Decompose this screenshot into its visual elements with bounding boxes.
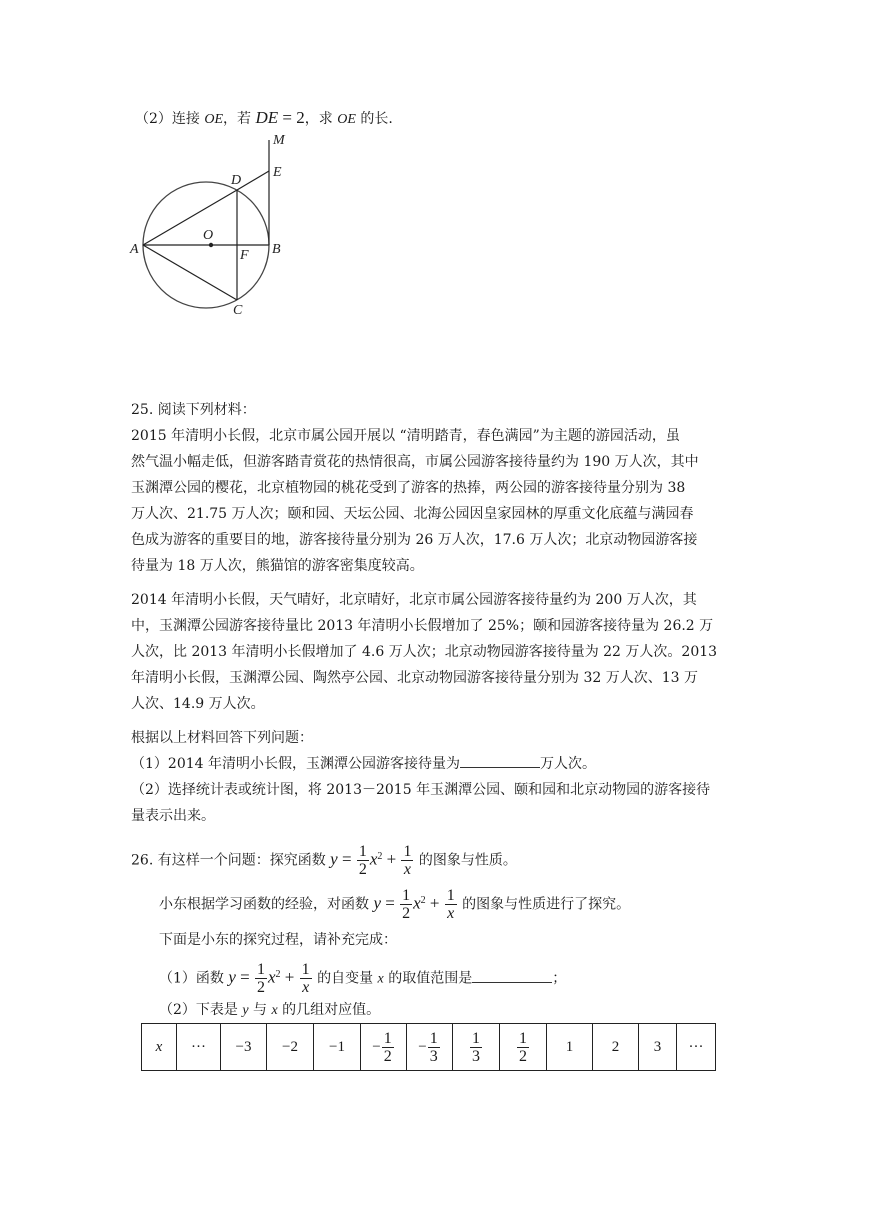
q25-part2-line1: （2）选择统计表或统计图，将 2013－2015 年玉渊潭公园、颐和园和北京动物园的游客接待 <box>131 782 711 798</box>
label-o: O <box>203 228 214 243</box>
q26-part2: （2）下表是 y 与 x 的几组对应值。 <box>159 1002 381 1018</box>
table-cell: − $\frac{1}{2}$ <box>361 1024 407 1071</box>
q25-para2015-line4: 万人次、21.75 万人次；颐和园、天坛公园、北海公园因皇家园林的厚重文化底蕴与满园春 <box>131 506 694 522</box>
q24-part2: （2）连接 OE，若 DE = 2，求 OE 的长. <box>135 108 393 127</box>
domain-answer-blank[interactable] <box>472 982 552 983</box>
table-cell: 1 <box>547 1024 593 1071</box>
q26-heading: 26. 有这样一个问题：探究函数 y = $\frac{1}{2}$ $x^2$ + $\frac{1}{x}$ 的图象与性质。 <box>131 843 517 879</box>
fraction-one-over-x: $\frac{1}{x}$ <box>403 843 412 879</box>
label-b: B <box>272 242 281 257</box>
table-header-x: x <box>142 1024 177 1071</box>
answer-blank[interactable] <box>460 767 540 768</box>
q26-line2: 小东根据学习函数的经验，对函数 y = $\frac{1}{2}$ $x^2$ + $\frac{1}{x}$ 的图象与性质进行了探究。 <box>159 887 631 923</box>
q25-prompt: 根据以上材料回答下列问题： <box>131 730 313 746</box>
label-f: F <box>240 248 249 263</box>
fraction-half: $\frac{1}{2}$ <box>257 961 265 997</box>
table-cell: ··· <box>177 1024 221 1071</box>
fraction-one-over-x: $\frac{1}{x}$ <box>301 961 310 997</box>
table-cell: −2 <box>267 1024 314 1071</box>
q25-para2015-line6: 待量为 18 万人次，熊猫馆的游客密集度较高。 <box>131 558 424 574</box>
q25-para2014-line2: 中，玉渊潭公园游客接待量比 2013 年清明小长假增加了 25%；颐和园游客接待量为 26.2 万 <box>131 618 714 634</box>
q25-para2015-line5: 色成为游客的重要目的地，游客接待量分别为 26 万人次，17.6 万人次；北京动物园游客接 <box>131 532 698 548</box>
table-cell: −3 <box>221 1024 267 1071</box>
line-de <box>237 171 269 190</box>
fraction-half: $\frac{1}{2}$ <box>358 843 367 879</box>
q25-part2-line2: 量表示出来。 <box>131 808 215 824</box>
chord-ad <box>143 190 237 245</box>
q25-para2014-line1: 2014 年清明小长假，天气晴好，北京晴好，北京市属公园游客接待量约为 200 万人次，其 <box>131 592 697 608</box>
q25-para2014-line5: 人次、14.9 万人次。 <box>131 696 265 712</box>
table-cell: ··· <box>677 1024 716 1071</box>
q25-para2015-line1: 2015 年清明小长假，北京市属公园开展以 “清明踏青，春色满园”为主题的游园活动，虽 <box>131 428 680 444</box>
q25-para2014-line3: 人次，比 2013 年清明小长假增加了 4.6 万人次；北京动物园游客接待量为 22 万人次。2013 <box>131 644 718 660</box>
fraction-one-over-x: $\frac{1}{x}$ <box>446 887 455 923</box>
q25-para2015-line3: 玉渊潭公园的樱花，北京植物园的桃花受到了游客的热捧，两公园的游客接待量分别为 38 <box>131 480 686 496</box>
label-c: C <box>233 303 243 318</box>
label-d: D <box>231 173 242 188</box>
center-point <box>209 243 213 247</box>
q25-para2015-line2: 然气温小幅走低，但游客踏青赏花的热情很高，市属公园游客接待量约为 190 万人次，其中 <box>131 454 699 470</box>
value-table <box>141 1023 716 1071</box>
q25-para2014-line4: 年清明小长假，玉渊潭公园、陶然亭公园、北京动物园游客接待量分别为 32 万人次、13 万 <box>131 670 698 686</box>
table-cell: 2 <box>593 1024 639 1071</box>
fraction-half: $\frac{1}{2}$ <box>402 887 411 923</box>
table-cell: − $\frac{1}{3}$ <box>407 1024 453 1071</box>
table-cell: $\frac{1}{3}$ <box>453 1024 500 1071</box>
q26-line3: 下面是小东的探究过程，请补充完成： <box>159 932 397 948</box>
table-cell: −1 <box>314 1024 361 1071</box>
table-row <box>142 1024 716 1071</box>
table-cell: 3 <box>639 1024 677 1071</box>
label-a: A <box>130 242 139 257</box>
q26-part1: （1）函数 y = $\frac{1}{2}$ $x^2$ + $\frac{1}{x}$ 的自变量 x 的取值范围是 ； <box>159 961 567 997</box>
circle-geometry-figure <box>125 128 295 323</box>
q25-part1: （1）2014 年清明小长假，玉渊潭公园游客接待量为 万人次。 <box>131 756 596 772</box>
label-m: M <box>273 133 285 148</box>
q25-heading: 25. 阅读下列材料： <box>131 402 256 418</box>
label-e: E <box>273 165 282 180</box>
chord-ac <box>143 245 237 300</box>
table-cell: $\frac{1}{2}$ <box>500 1024 547 1071</box>
